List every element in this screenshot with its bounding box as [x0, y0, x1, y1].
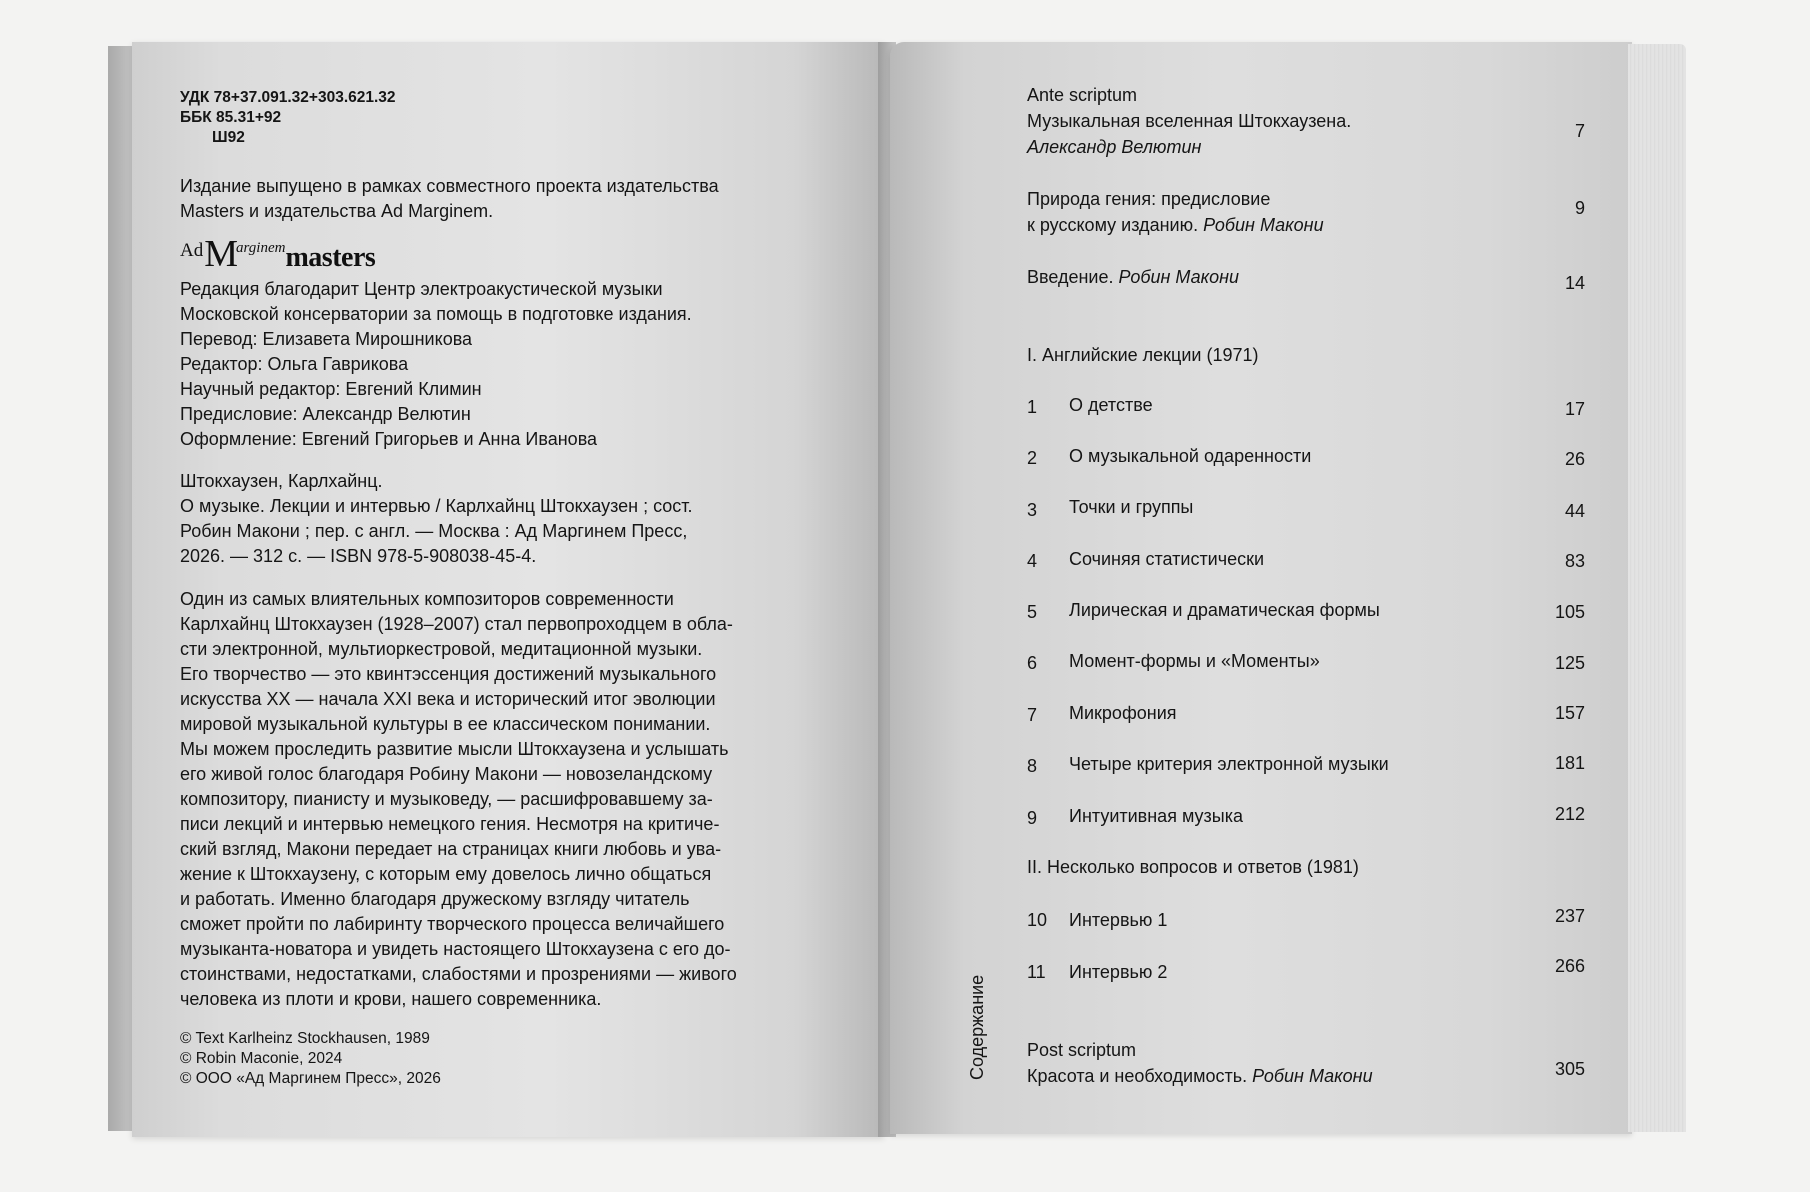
- toc-page-number: 125: [1554, 653, 1585, 673]
- text-line: Робин Макони ; пер. с англ. — Москва : Ад Маргинем Пресс,: [180, 521, 688, 541]
- toc-page-number: 26: [1564, 449, 1585, 469]
- text-line: его живой голос благодаря Робину Макони — новозеландскому: [180, 764, 713, 784]
- toc-page-number: 181: [1554, 753, 1585, 773]
- toc-entry-author: Александр Велютин: [1027, 137, 1202, 157]
- toc-page-number: 9: [1574, 198, 1585, 218]
- toc-page-number: 17: [1564, 399, 1585, 419]
- toc-page-number: 157: [1554, 703, 1585, 723]
- logo-masters: masters: [285, 242, 376, 273]
- toc-chapter-title: Микрофония: [1069, 703, 1177, 723]
- toc-chapter-title: Точки и группы: [1069, 497, 1194, 517]
- toc-chapter-title: Момент-формы и «Моменты»: [1069, 651, 1320, 671]
- text-line: Оформление: Евгений Григорьев и Анна Иванова: [180, 429, 598, 449]
- toc-chapter-number: 7: [1027, 705, 1038, 725]
- toc-chapter-title: О музыкальной одаренности: [1069, 446, 1312, 466]
- toc-chapter-number: 4: [1027, 551, 1038, 571]
- text-line: ский взгляд, Макони передает на страницах книги любовь и ува-: [180, 839, 722, 859]
- text-line: музыканта-новатора и увидеть настоящего Штокхаузена с его до-: [180, 939, 731, 959]
- toc-chapter-title: Интуитивная музыка: [1069, 806, 1243, 826]
- text-line: © Text Karlheinz Stockhausen, 1989: [180, 1030, 430, 1047]
- toc-chapter-number: 1: [1027, 397, 1038, 417]
- toc-entry-title: Музыкальная вселенная Штокхаузена.: [1027, 111, 1352, 131]
- text-line: Его творчество — это квинтэссенция достижений музыкального: [180, 664, 717, 684]
- toc-chapter-number: 3: [1027, 500, 1038, 520]
- text-line: композитору, пианисту и музыковеду, — расшифровавшему за-: [180, 789, 713, 809]
- toc-page-number: 7: [1574, 121, 1585, 141]
- toc-page-number: 305: [1554, 1059, 1585, 1079]
- text-line: искусства XX — начала XXI века и исторический итог эволюции: [180, 689, 716, 709]
- toc-entry-title: Введение. Робин Макони: [1027, 267, 1240, 287]
- toc-chapter-title: Сочиняя статистически: [1069, 549, 1265, 569]
- text-line: человека из плоти и крови, нашего современника.: [180, 989, 602, 1009]
- text-line: Научный редактор: Евгений Климин: [180, 379, 482, 399]
- text-line: О музыке. Лекции и интервью / Карлхайнц Штокхаузен ; сост.: [180, 496, 693, 516]
- toc-page-number: 266: [1554, 956, 1585, 976]
- toc-page-number: 105: [1554, 602, 1585, 622]
- annotation: [180, 587, 820, 1012]
- toc-page-number: 44: [1564, 501, 1585, 521]
- toc-chapter-title: Лирическая и драматическая формы: [1069, 600, 1380, 620]
- page-block-edge: [1628, 44, 1686, 1132]
- toc-part-1-heading: I. Английские лекции (1971): [1027, 345, 1259, 365]
- credits-block: [180, 277, 830, 452]
- classification-codes: [180, 88, 396, 148]
- toc-entry-title: к русскому изданию. Робин Макони: [1027, 215, 1324, 235]
- text-line: стоинствами, недостатками, слабостями и прозрениями — живого: [180, 964, 737, 984]
- toc-page-number: 14: [1564, 273, 1585, 293]
- toc-chapter-number: 10: [1027, 910, 1048, 930]
- toc-page-number: 237: [1554, 906, 1585, 926]
- text-line: сможет пройти по лабиринту творческого процесса величайшего: [180, 914, 725, 934]
- copyright-block: [180, 1029, 441, 1089]
- text-line: Штокхаузен, Карлхайнц.: [180, 471, 383, 491]
- toc-chapter-number: 6: [1027, 653, 1038, 673]
- text-line: жение к Штокхаузену, с которым ему довелось лично общаться: [180, 864, 712, 884]
- toc-heading: Post scriptum: [1027, 1040, 1137, 1060]
- text-line: © Robin Maconie, 2024: [180, 1050, 343, 1067]
- toc-page-number: 83: [1564, 551, 1585, 571]
- text-line: Masters и издательства Ad Marginem.: [180, 201, 494, 221]
- text-line: Редакция благодарит Центр электроакустической музыки: [180, 279, 663, 299]
- text-line: сти электронной, мультиоркестровой, медитационной музыки.: [180, 639, 703, 659]
- toc-chapter-title: Четыре критерия электронной музыки: [1069, 754, 1389, 774]
- toc-page-number: 212: [1554, 804, 1585, 824]
- toc-chapter-number: 5: [1027, 602, 1038, 622]
- text-line: Карлхайнц Штокхаузен (1928–2007) стал первопроходцем в обла-: [180, 614, 733, 634]
- udk-code: УДК 78+37.091.32+303.621.32: [180, 89, 396, 106]
- text-line: Московской консерватории за помощь в подготовке издания.: [180, 304, 692, 324]
- logo-m: M: [204, 233, 239, 275]
- contents-vertical-label: Содержание: [967, 974, 987, 1080]
- toc-chapter-title: Интервью 1: [1069, 910, 1168, 930]
- toc-entry-title: Красота и необходимость. Робин Макони: [1027, 1066, 1373, 1086]
- text-line: Один из самых влиятельных композиторов современности: [180, 589, 674, 609]
- toc-post-scriptum: [1027, 1037, 1587, 1089]
- toc-chapter-title: О детстве: [1069, 395, 1153, 415]
- text-line: и работать. Именно благодаря дружескому взгляду читатель: [180, 889, 690, 909]
- text-line: Редактор: Ольга Гаврикова: [180, 354, 409, 374]
- author-mark: Ш92: [212, 129, 245, 146]
- toc-chapter-number: 2: [1027, 448, 1038, 468]
- publisher-logo: [180, 232, 376, 275]
- text-line: мировой музыкальной культуры в ее классическом понимании.: [180, 714, 711, 734]
- toc-heading: Ante scriptum: [1027, 85, 1138, 105]
- text-line: Предисловие: Александр Велютин: [180, 404, 471, 424]
- toc-chapter-number: 8: [1027, 756, 1038, 776]
- toc-chapter-title: Интервью 2: [1069, 962, 1168, 982]
- text-line: 2026. — 312 с. — ISBN 978-5-908038-45-4.: [180, 546, 537, 566]
- logo-ad: Ad: [180, 240, 204, 261]
- edition-note: [180, 174, 820, 224]
- text-line: писи лекций и интервью немецкого гения. Несмотря на критиче-: [180, 814, 720, 834]
- bbk-code: ББК 85.31+92: [180, 109, 282, 126]
- toc-part-2-heading: II. Несколько вопросов и ответов (1981): [1027, 857, 1359, 877]
- toc-chapter-number: 9: [1027, 808, 1038, 828]
- text-line: © ООО «Ад Маргинем Пресс», 2026: [180, 1070, 441, 1087]
- toc-entry-title: Природа гения: предисловие: [1027, 189, 1271, 209]
- toc-nature-of-genius: [1027, 186, 1587, 238]
- toc-introduction: [1027, 264, 1587, 290]
- text-line: Издание выпущено в рамках совместного проекта издательства: [180, 176, 719, 196]
- logo-marginem: arginem: [236, 240, 286, 256]
- toc-chapter-number: 11: [1027, 962, 1046, 982]
- text-line: Перевод: Елизавета Мирошникова: [180, 329, 473, 349]
- text-line: Мы можем проследить развитие мысли Штокхаузена и услышать: [180, 739, 729, 759]
- toc-ante-scriptum: [1027, 82, 1587, 160]
- bibliographic-record: [180, 469, 820, 569]
